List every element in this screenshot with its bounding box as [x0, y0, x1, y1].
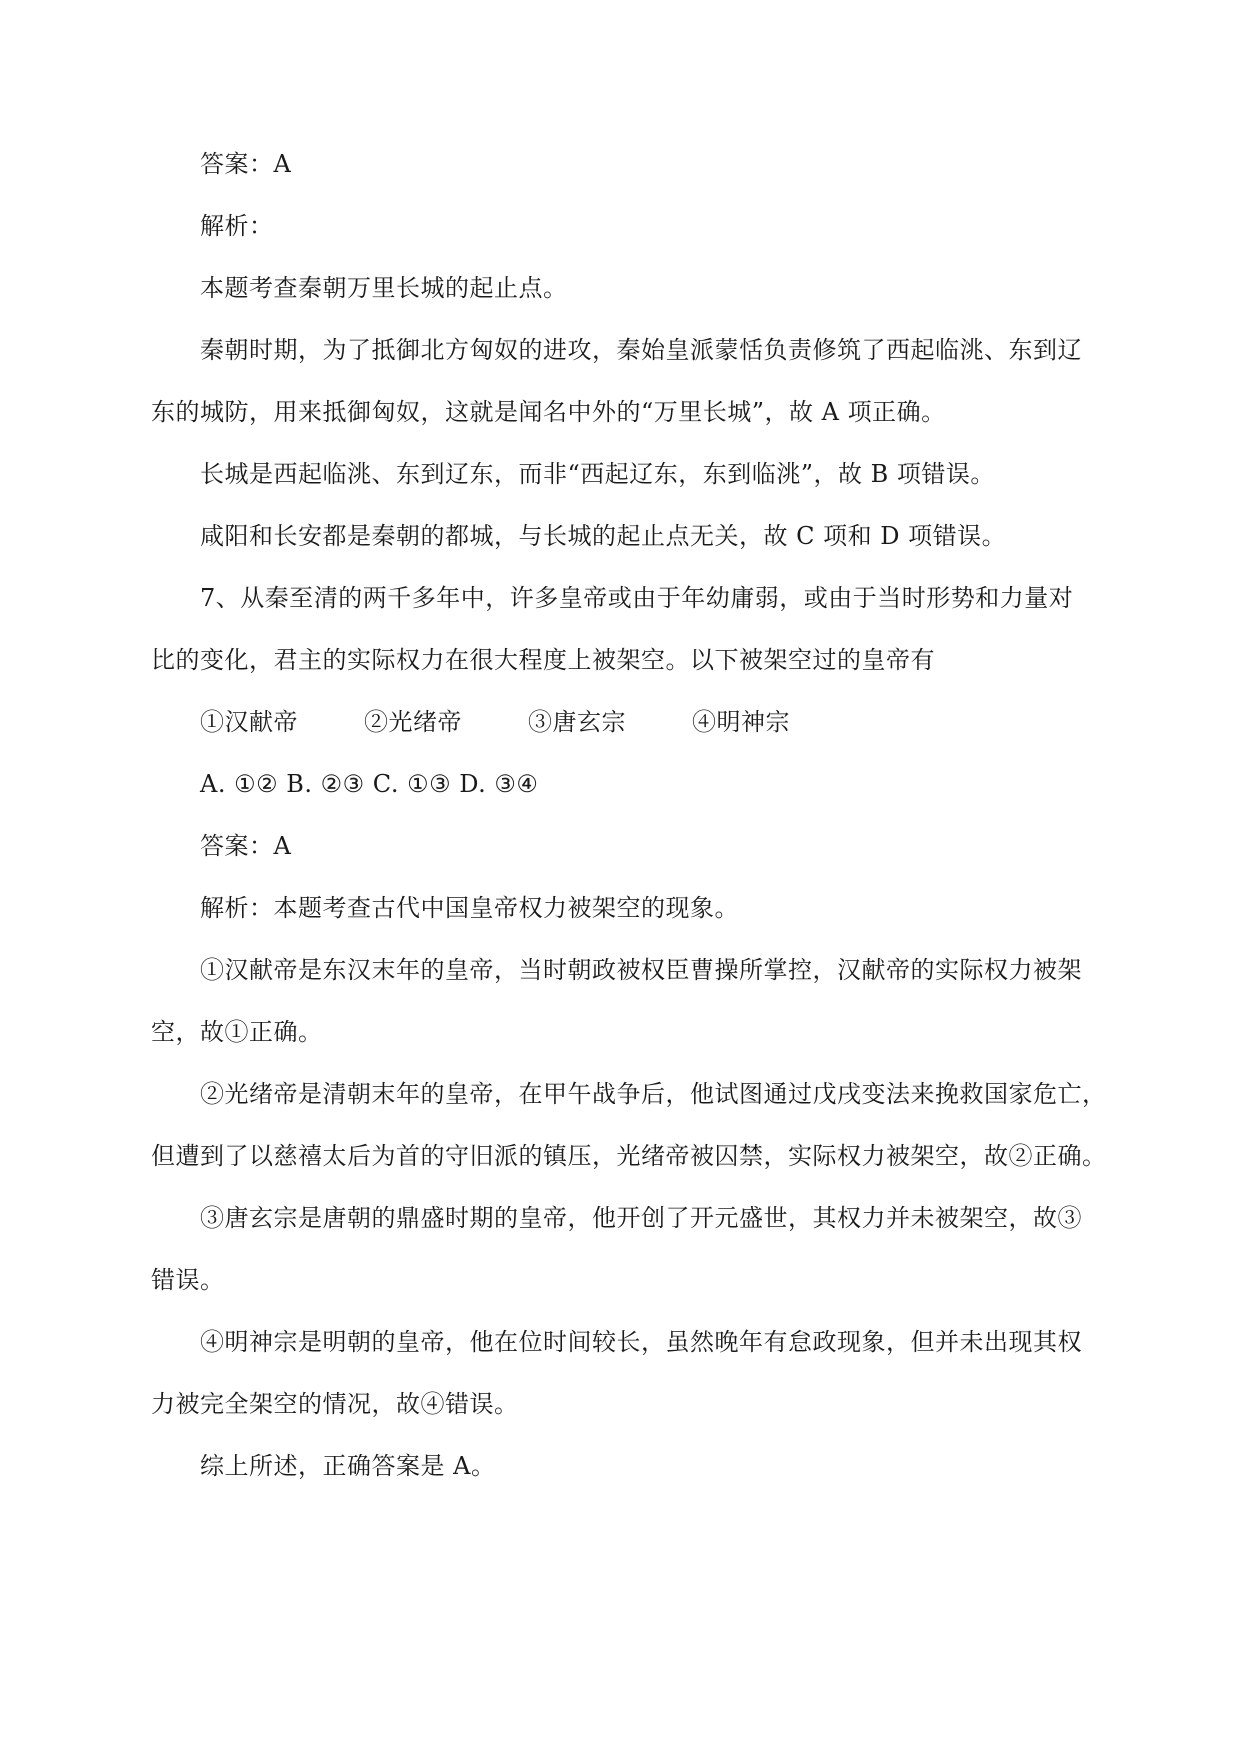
q6-analysis-label: 解析：	[200, 212, 274, 240]
q7-analysis: 解析：本题考查古代中国皇帝权力被架空的现象。	[200, 894, 739, 922]
q7-conclusion: 综上所述，正确答案是 A。	[200, 1452, 496, 1480]
q6-analysis-p1: 本题考查秦朝万里长城的起止点。	[200, 274, 568, 302]
q7-explain-4-line2: 力被完全架空的情况，故④错误。	[151, 1390, 519, 1418]
q7-item-4: ④明神宗	[692, 708, 790, 736]
q7-item-2: ②光绪帝	[364, 708, 462, 736]
q7-explain-1-line1: ①汉献帝是东汉末年的皇帝，当时朝政被权臣曹操所掌控，汉献帝的实际权力被架	[200, 956, 1082, 984]
q6-analysis-p3: 长城是西起临洮、东到辽东，而非“西起辽东，东到临洮”，故 B 项错误。	[200, 460, 995, 488]
q7-explain-3-line2: 错误。	[151, 1266, 225, 1294]
q7-stem-line2: 比的变化，君主的实际权力在很大程度上被架空。以下被架空过的皇帝有	[151, 646, 935, 674]
q6-analysis-p2-line1: 秦朝时期，为了抵御北方匈奴的进攻，秦始皇派蒙恬负责修筑了西起临洮、东到辽	[200, 336, 1082, 364]
q6-analysis-p4: 咸阳和长安都是秦朝的都城，与长城的起止点无关，故 C 项和 D 项错误。	[200, 522, 1007, 550]
q7-explain-2-line1: ②光绪帝是清朝末年的皇帝，在甲午战争后，他试图通过戊戌变法来挽救国家危亡，	[200, 1080, 1107, 1108]
q7-explain-1-line2: 空，故①正确。	[151, 1018, 323, 1046]
q7-stem-line1: 7、从秦至清的两千多年中，许多皇帝或由于年幼庸弱，或由于当时形势和力量对	[200, 584, 1074, 612]
q6-analysis-p2-line2: 东的城防，用来抵御匈奴，这就是闻名中外的“万里长城”，故 A 项正确。	[151, 398, 946, 426]
q7-item-1: ①汉献帝	[200, 708, 298, 736]
q7-choices: A. ①② B. ②③ C. ①③ D. ③④	[200, 770, 539, 798]
q7-answer: 答案：A	[200, 832, 292, 860]
q7-item-3: ③唐玄宗	[528, 708, 626, 736]
q6-answer: 答案：A	[200, 150, 292, 178]
q7-explain-3-line1: ③唐玄宗是唐朝的鼎盛时期的皇帝，他开创了开元盛世，其权力并未被架空，故③	[200, 1204, 1082, 1232]
q7-explain-2-line2: 但遭到了以慈禧太后为首的守旧派的镇压，光绪帝被囚禁，实际权力被架空，故②正确。	[151, 1142, 1107, 1170]
q7-explain-4-line1: ④明神宗是明朝的皇帝，他在位时间较长，虽然晚年有怠政现象，但并未出现其权	[200, 1328, 1082, 1356]
q7-items-row	[200, 707, 790, 737]
